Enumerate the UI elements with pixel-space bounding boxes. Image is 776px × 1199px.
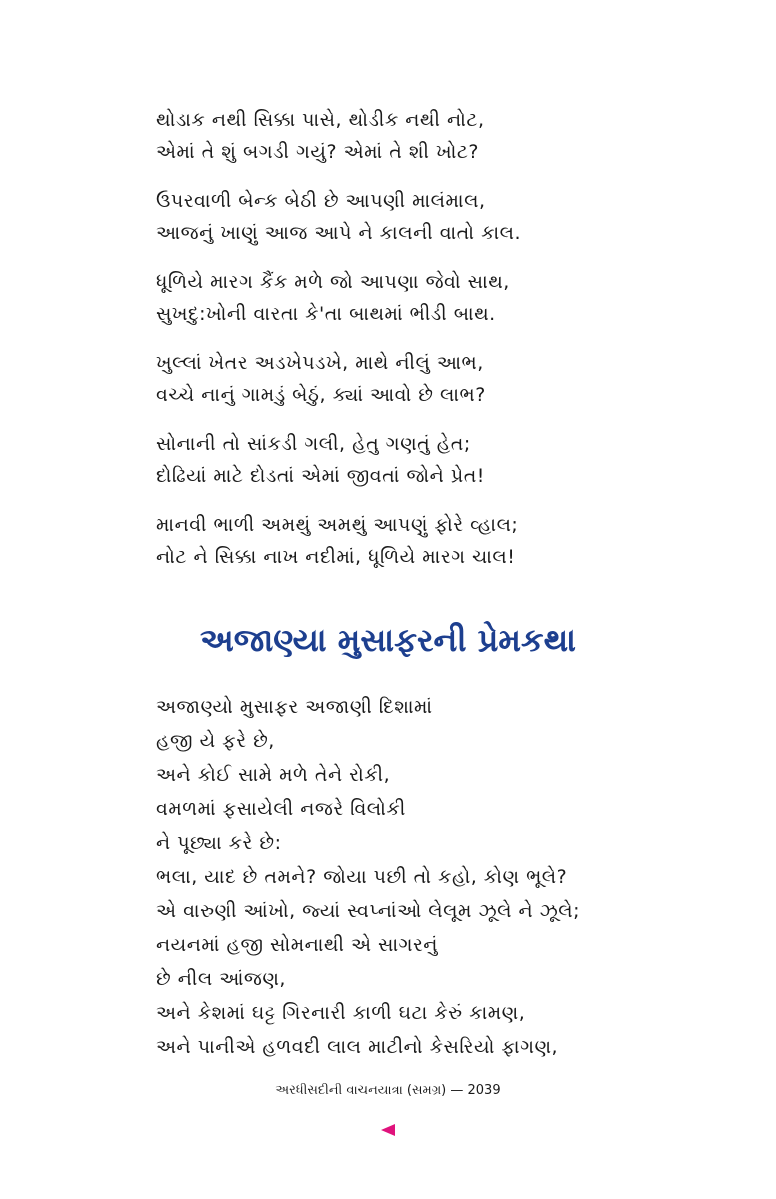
poem-line: આજનું ખાણું આજ આપે ને કાલની વાતો કાલ.: [156, 222, 522, 244]
stanza: [156, 509, 716, 573]
stanza: [156, 266, 716, 330]
poem-line: સુખદુ:ખોની વારતા કે'તા બાથમાં ભીડી બાથ.: [156, 303, 496, 325]
poem-line: નોટ ને સિક્કા નાખ નદીમાં, ધૂળિયે મારગ ચાલ!: [156, 546, 516, 568]
poem-line: ખુલ્લાં ખેતર અડખેપડખે, માથે નીલું આભ,: [156, 352, 484, 374]
poem-line: નયનમાં હજી સોમનાથી એ સાગરનું: [156, 934, 438, 956]
stanza: [156, 104, 716, 168]
poem-line: છે નીલ આંજણ,: [156, 968, 286, 990]
poem-title: અજાણ્યા મુસાફરની પ્રેમકથા: [199, 621, 576, 659]
stanza: [156, 428, 716, 492]
poem-line: વચ્ચે નાનું ગામડું બેઠું, ક્યાં આવો છે લાભ?: [156, 384, 486, 406]
poem-line: માનવી ભાળી અમથું અમથું આપણું ફોરે વ્હાલ;: [156, 514, 519, 536]
poem-line: હજી યે ફરે છે,: [156, 730, 275, 752]
poem-two: [156, 690, 736, 1064]
poem-line: અને કેશમાં ઘટ્ટ ગિરનારી કાળી ઘટા કેરું કામણ,: [156, 1002, 526, 1024]
poem-line: ઉપરવાળી બેન્ક બેઠી છે આપણી માલંમાલ,: [156, 190, 486, 212]
poem-line: ભલા, યાદ છે તમને? જોયા પછી તો કહો, કોણ ભૂલે?: [156, 866, 568, 888]
poem-line: થોડાક નથી સિક્કા પાસે, થોડીક નથી નોટ,: [156, 109, 485, 131]
poem-line: અને પાનીએ હળવદી લાલ માટીનો કેસરિયો ફાગણ,: [156, 1036, 559, 1058]
poem-one: [156, 104, 716, 590]
poem-line: સોનાની તો સાંકડી ગલી, હેતુ ગણતું હેત;: [156, 433, 471, 455]
poem-line: એમાં તે શું બગડી ગયું? એમાં તે શી ખોટ?: [156, 141, 479, 163]
poem-line: ધૂળિયે મારગ કૈંક મળે જો આપણા જેવો સાથ,: [156, 271, 510, 293]
page-footer: અરધીસદીની વાચનયાત્રા (સમગ્ર) — 2039: [275, 1083, 501, 1098]
stanza: [156, 185, 716, 249]
poem-line: એ વારુણી આંખો, જ્યાં સ્વપ્નાંઓ લેલૂમ ઝૂલે ને ઝૂલે;: [156, 900, 581, 922]
poem-line: ને પૂછ્યા કરે છે:: [156, 832, 282, 854]
poem-line: દોઢિયાં માટે દોડતાં એમાં જીવતાં જોને પ્રેત!: [156, 465, 485, 487]
left-triangle-arrow-icon: [380, 1122, 396, 1138]
stanza: [156, 347, 716, 411]
poem-line: વમળમાં ફસાયેલી નજરે વિલોકી: [156, 798, 406, 820]
poem-line: અને કોઈ સામે મળે તેને રોકી,: [156, 764, 391, 786]
poem-line: અજાણ્યો મુસાફર અજાણી દિશામાં: [156, 696, 433, 718]
